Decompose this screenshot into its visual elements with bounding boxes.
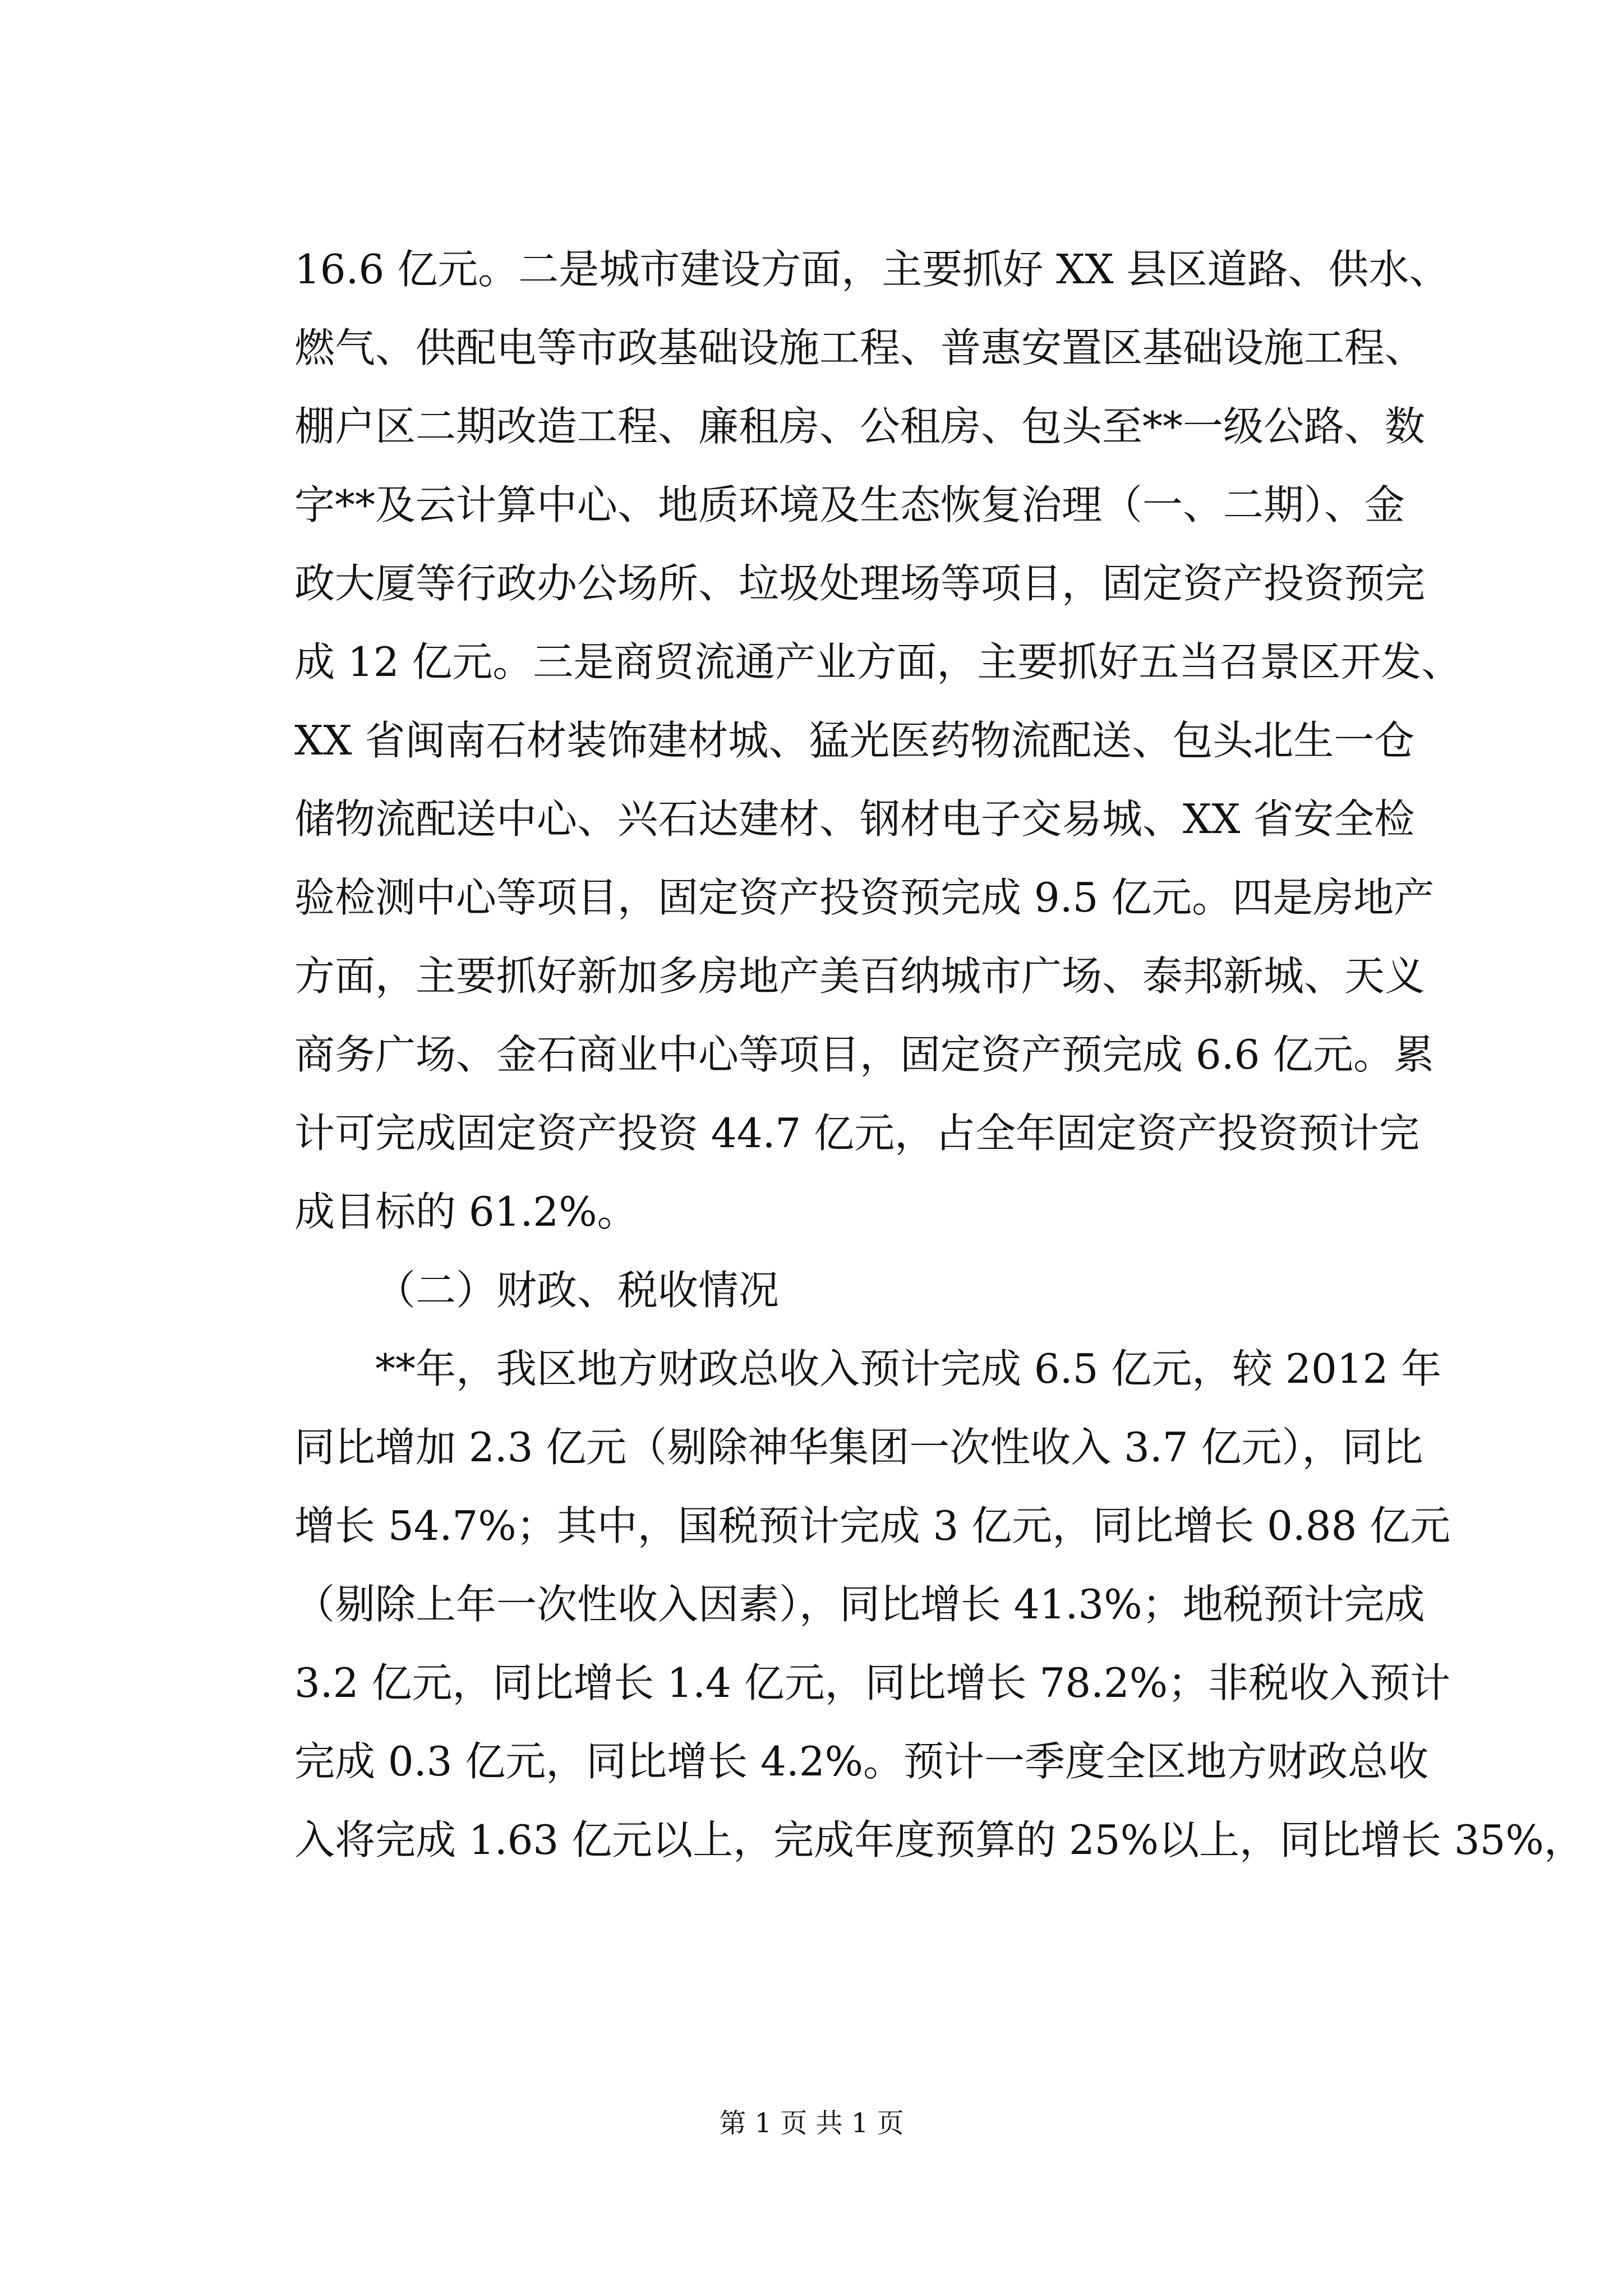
text-line: 入将完成 1.63 亿元以上，完成年度预算的 25%以上，同比增长 35%， (294, 1816, 1584, 1864)
text-line: 完成 0.3 亿元，同比增长 4.2%。预计一季度全区地方财政总收 (294, 1738, 1429, 1785)
text-line: 商务广场、金石商业中心等项目，固定资产预完成 6.6 亿元。累 (294, 1031, 1435, 1078)
section-heading: （二）财政、税收情况 (375, 1267, 780, 1314)
text-line: 成 12 亿元。三是商贸流通产业方面，主要抓好五当召景区开发、 (294, 638, 1462, 685)
document-body (294, 230, 1584, 1879)
text-line: 16.6 亿元。二是城市建设方面，主要抓好 XX 县区道路、供水、 (294, 246, 1450, 293)
page-footer (0, 2106, 1623, 2140)
text-line: 字**及云计算中心、地质环境及生态恢复治理（一、二期）、金 (294, 481, 1405, 528)
text-line: 政大厦等行政办公场所、垃圾处理场等项目，固定资产投资预完 (294, 560, 1426, 607)
page-number: 第 1 页 共 1 页 (719, 2108, 904, 2139)
text-line: 储物流配送中心、兴石达建材、钢材电子交易城、XX 省安全检 (294, 795, 1415, 843)
text-line: **年，我区地方财政总收入预计完成 6.5 亿元，较 2012 年 (375, 1345, 1442, 1392)
text-line: 方面，主要抓好新加多房地产美百纳城市广场、泰邦新城、天义 (294, 953, 1426, 1000)
text-line: 成目标的 61.2%。 (294, 1188, 638, 1235)
text-line: XX 省闽南石材装饰建材城、猛光医药物流配送、包头北生一仓 (294, 717, 1415, 764)
text-line: （剔除上年一次性收入因素），同比增长 41.3%；地税预计完成 (294, 1581, 1425, 1628)
text-line: 同比增加 2.3 亿元（剔除神华集团一次性收入 3.7 亿元），同比 (294, 1424, 1423, 1471)
text-line: 3.2 亿元，同比增长 1.4 亿元，同比增长 78.2%；非税收入预计 (294, 1659, 1451, 1706)
text-line: 计可完成固定资产投资 44.7 亿元，占全年固定资产投资预计完 (294, 1110, 1420, 1157)
text-line: 验检测中心等项目，固定资产投资预完成 9.5 亿元。四是房地产 (294, 874, 1435, 921)
text-line: 增长 54.7%；其中，国税预计完成 3 亿元，同比增长 0.88 亿元 (294, 1502, 1451, 1549)
text-line: 燃气、供配电等市政基础设施工程、普惠安置区基础设施工程、 (294, 324, 1426, 371)
text-line: 棚户区二期改造工程、廉租房、公租房、包头至**一级公路、数 (294, 403, 1426, 450)
